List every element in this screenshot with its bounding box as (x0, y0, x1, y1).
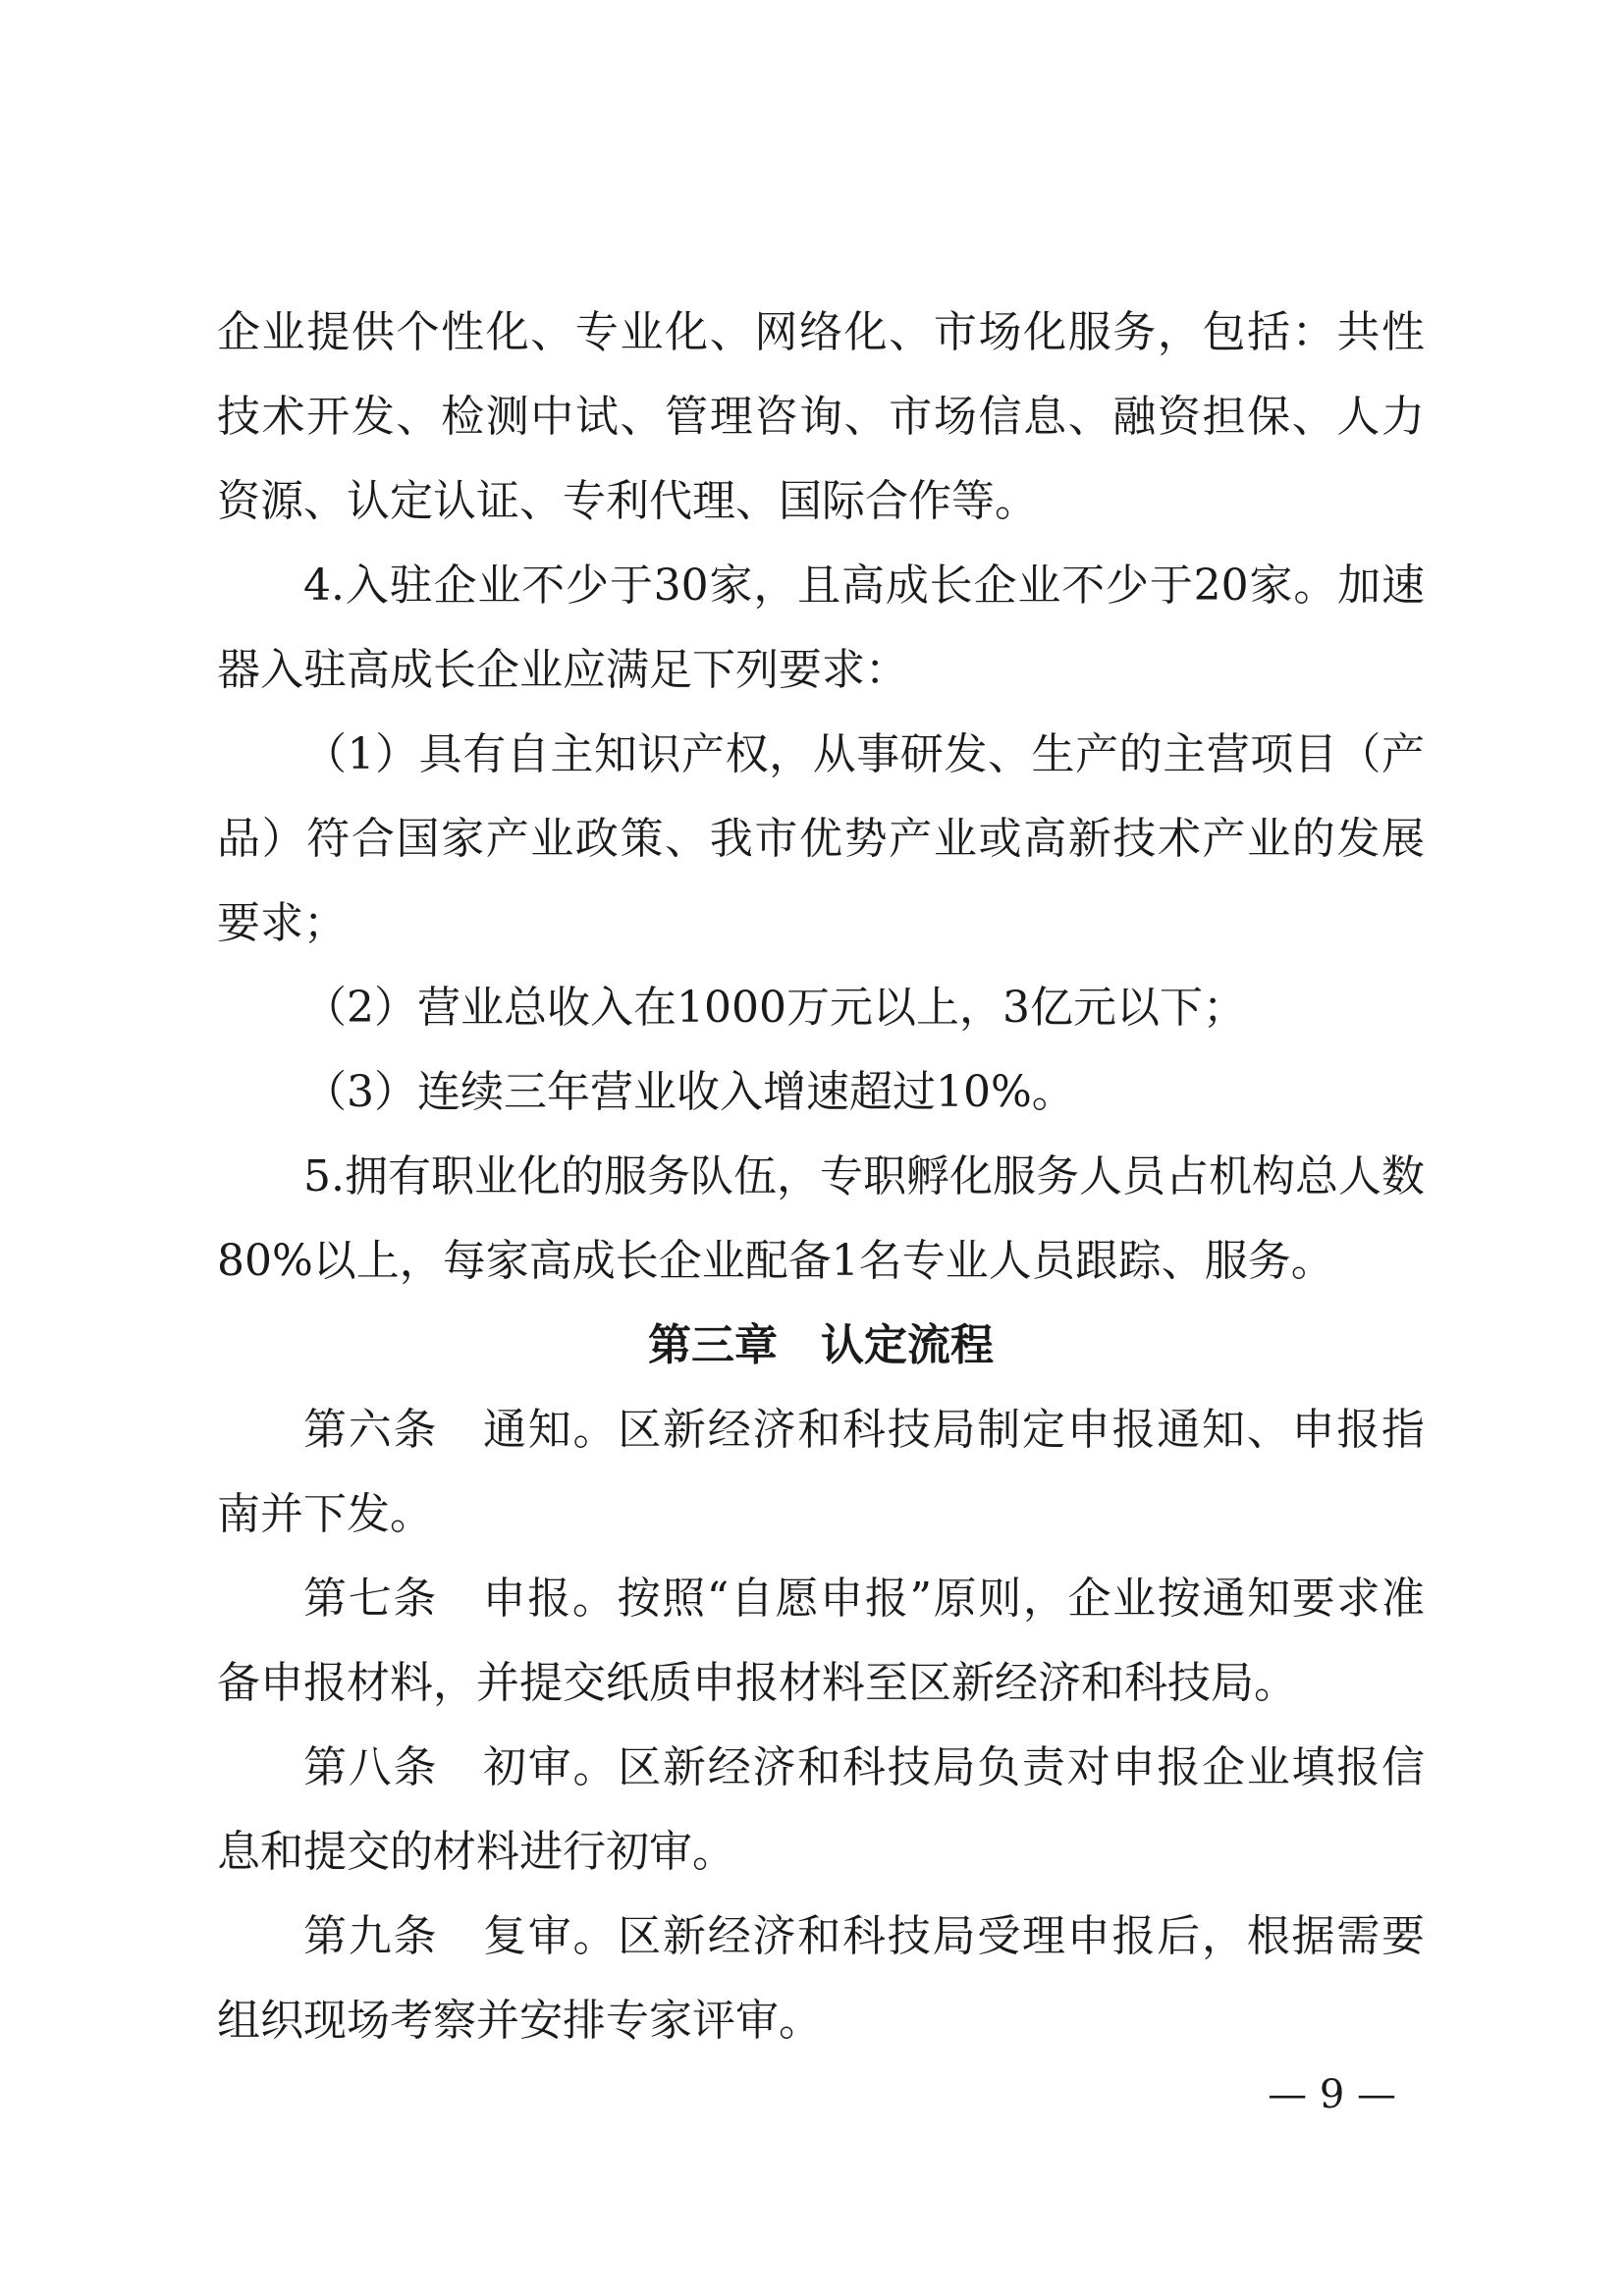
article-7: 第七条 申报。按照“自愿申报”原则，企业按通知要求准备申报材料，并提交纸质申报材料至区新经济和科技局。 (217, 1574, 1425, 1708)
article-6: 第六条 通知。区新经济和科技局制定申报通知、申报指南并下发。 (217, 1405, 1425, 1539)
paragraph-requirement-5: 5.拥有职业化的服务队伍，专职孵化服务人员占机构总人数80%以上，每家高成长企业配备1名专业人员跟踪、服务。 (217, 1151, 1425, 1286)
paragraph-subitem-1: （1）具有自主知识产权，从事研发、生产的主营项目（产品）符合国家产业政策、我市优势产业或高新技术产业的发展要求； (217, 729, 1425, 948)
paragraph-subitem-2: （2）营业总收入在1000万元以上，3亿元以下； (303, 983, 1246, 1033)
chapter-title: 第三章 认定流程 (648, 1320, 994, 1370)
paragraph-services: 企业提供个性化、专业化、网络化、市场化服务，包括：共性技术开发、检测中试、管理咨询、市场信息、融资担保、人力资源、认定认证、专利代理、国际合作等。 (217, 307, 1425, 526)
page-number: — 9 — (1268, 2072, 1396, 2117)
document-body (217, 291, 1425, 2063)
article-9: 第九条 复审。区新经济和科技局受理申报后，根据需要组织现场考察并安排专家评审。 (217, 1911, 1425, 2046)
paragraph-requirement-4: 4.入驻企业不少于30家，且高成长企业不少于20家。加速器入驻高成长企业应满足下列要求： (217, 561, 1425, 695)
article-8: 第八条 初审。区新经济和科技局负责对申报企业填报信息和提交的材料进行初审。 (217, 1742, 1425, 1877)
paragraph-subitem-3: （3）连续三年营业收入增速超过10%。 (303, 1067, 1075, 1117)
